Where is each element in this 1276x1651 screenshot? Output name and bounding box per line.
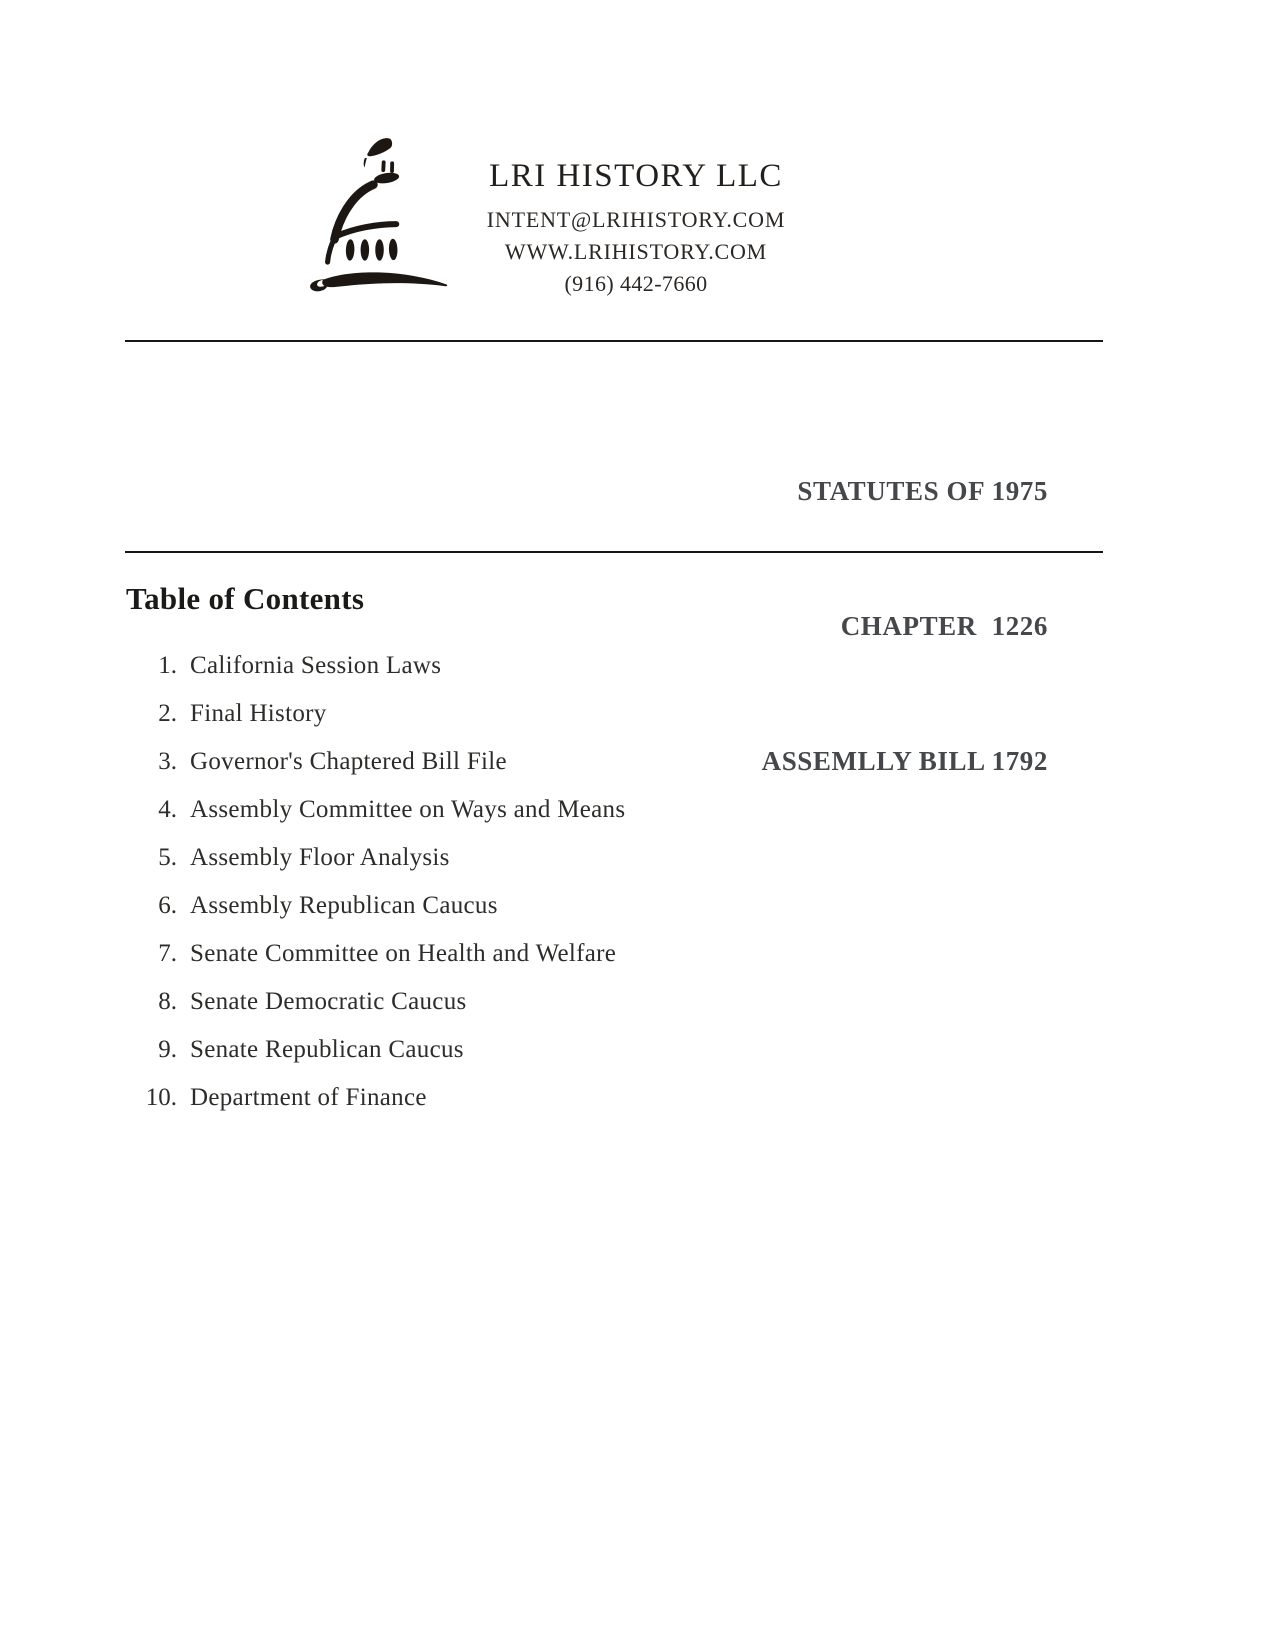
toc-item-label: Senate Democratic Caucus (190, 988, 467, 1015)
toc-item-label: Senate Committee on Health and Welfare (190, 940, 617, 967)
statutes-line: STATUTES OF 1975 (797, 476, 1048, 506)
company-email: INTENT@LRIHISTORY.COM (486, 207, 786, 232)
company-phone: (916) 442-7660 (564, 271, 708, 296)
toc-item-number: 1. (158, 652, 177, 679)
toc-item-label: Senate Republican Caucus (190, 1036, 464, 1063)
toc-item (125, 941, 885, 967)
toc-item-label: Final History (190, 700, 327, 727)
toc-list (125, 653, 885, 1133)
toc-item-number: 8. (158, 988, 177, 1015)
toc-item (125, 701, 885, 727)
toc-item-number: 4. (158, 796, 177, 823)
toc-item-label: California Session Laws (190, 652, 442, 679)
toc-item (125, 749, 885, 775)
capitol-dome-logo-icon (300, 131, 455, 295)
toc-item (125, 797, 885, 823)
toc-item (125, 1037, 885, 1063)
toc-item-number: 3. (158, 748, 177, 775)
toc-item (125, 989, 885, 1015)
chapter-line: CHAPTER 1226 (840, 611, 1048, 641)
toc-item-label: Assembly Committee on Ways and Means (190, 796, 626, 823)
toc-title: Table of Contents (126, 581, 365, 616)
toc-item-number: 5. (158, 844, 177, 871)
toc-item (125, 893, 885, 919)
toc-item-number: 9. (158, 1036, 177, 1063)
toc-item (125, 1085, 885, 1111)
toc-item (125, 845, 885, 871)
toc-item-label: Department of Finance (190, 1084, 427, 1111)
toc-item-number: 7. (158, 940, 177, 967)
toc-item-number: 10. (145, 1084, 177, 1111)
toc-item-label: Assembly Floor Analysis (190, 844, 450, 871)
horizontal-rule-top (125, 340, 1103, 342)
toc-item-number: 2. (158, 700, 177, 727)
company-name: LRI HISTORY LLC (489, 158, 783, 194)
toc-item-number: 6. (158, 892, 177, 919)
company-website: WWW.LRIHISTORY.COM (504, 239, 768, 264)
toc-item-label: Governor's Chaptered Bill File (190, 748, 507, 775)
toc-item-label: Assembly Republican Caucus (190, 892, 498, 919)
assembly-bill-line: ASSEMLLY BILL 1792 (761, 746, 1048, 776)
toc-item (125, 653, 885, 679)
